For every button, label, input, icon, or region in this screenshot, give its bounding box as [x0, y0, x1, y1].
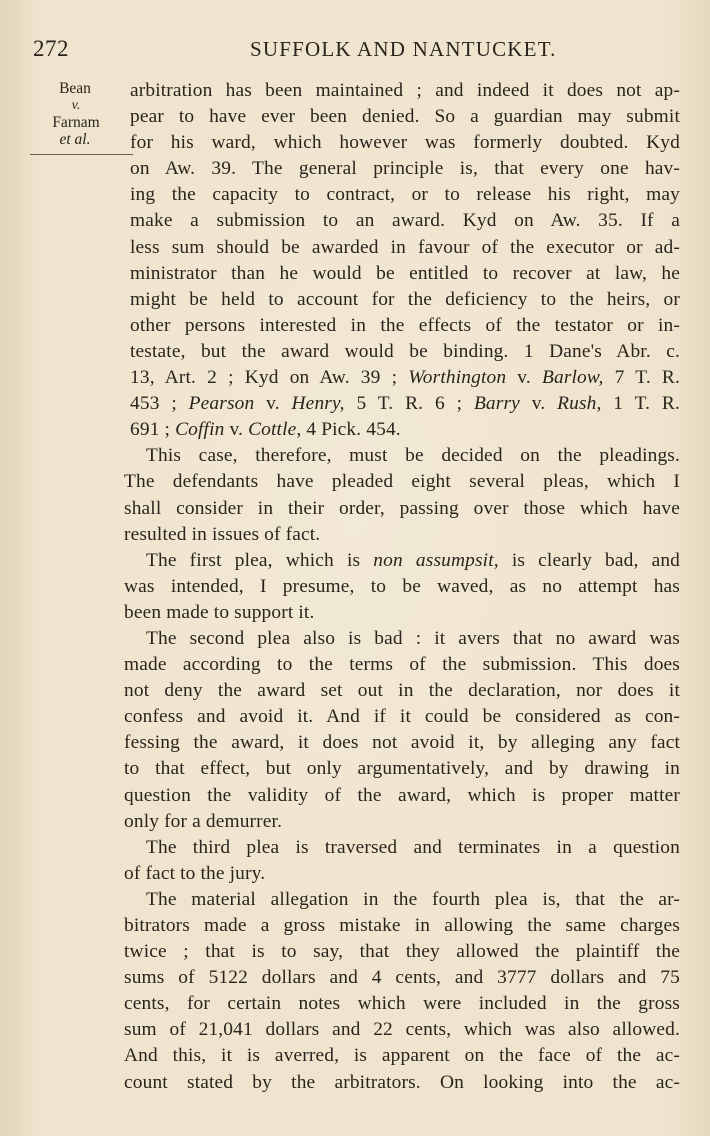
text-line: And this, it is averred, is apparent on the face of the ac-: [124, 1045, 680, 1067]
citation-text: 5 T. R. 6 ;: [344, 393, 474, 415]
text-line: confess and avoid it. And if it could be considered as con-: [124, 706, 680, 728]
text-line: [124, 548, 680, 574]
text-line: question the validity of the award, which is proper matter: [124, 784, 680, 806]
paragraph-6: [124, 887, 680, 1096]
text-segment: The first plea, which is: [146, 549, 361, 571]
citation-text: 13, Art. 2 ; Kyd on Aw. 39 ;: [130, 367, 398, 389]
text-line: for his ward, which however was formerly doubted. Kyd: [130, 132, 680, 154]
case-party: Barlow,: [541, 367, 604, 389]
text-line: The defendants have pleaded eight several pleas, which I: [124, 471, 680, 493]
text-line: The material allegation in the fourth plea is, that the ar-: [146, 888, 680, 910]
page-number: 272: [33, 36, 69, 61]
text-line: fessing the award, it does not avoid it, by alleging any fact: [124, 732, 680, 754]
text-line: arbitration has been maintained ; and indeed it does not ap-: [130, 80, 680, 101]
body-text: [124, 78, 680, 1096]
citation-text: 4 Pick. 454.: [301, 419, 401, 441]
text-line: testate, but the award would be binding. 1 Dane's Abr. c.: [130, 340, 680, 362]
text-line: of fact to the jury.: [124, 862, 266, 884]
text-line: make a submission to an award. Kyd on Aw. 35. If a: [130, 210, 680, 232]
text-line: cents, for certain notes which were included in the gross: [124, 993, 680, 1015]
text-line: This case, therefore, must be decided on the pleadings.: [146, 445, 680, 467]
citation-line: [124, 391, 680, 417]
margin-note-defendant: Farnam: [52, 114, 100, 131]
text-line: less sum should be awarded in favour of the executor or ad-: [130, 236, 680, 258]
citation-text: v.: [519, 393, 558, 415]
text-line: pear to have ever been denied. So a guardian may submit: [130, 106, 680, 128]
text-line: only for a demurrer.: [124, 810, 283, 832]
citation-text: v.: [506, 367, 542, 389]
text-line: made according to the terms of the submission. This does: [124, 654, 680, 676]
text-line: been made to support it.: [124, 601, 315, 623]
margin-note-plaintiff: Bean: [59, 80, 91, 97]
text-segment: is clearly bad, and: [511, 549, 681, 571]
paragraph-4: [124, 626, 680, 835]
case-party: Worthington: [408, 367, 507, 389]
text-line: bitrators made a gross mistake in allowing the same charges: [124, 915, 680, 936]
case-party: Henry,: [291, 393, 345, 415]
margin-note-versus: v.: [71, 98, 81, 113]
paragraph-1: [124, 78, 680, 443]
text-line: The third plea is traversed and terminates in a question: [146, 836, 680, 858]
case-party: Cottle,: [248, 419, 302, 441]
citation-text: 691 ;: [130, 419, 171, 441]
citation-text: 453 ;: [130, 393, 177, 415]
text-line: might be held to account for the deficiency to the heirs, or: [130, 288, 680, 310]
citation-line: [124, 365, 680, 391]
text-line: resulted in issues of fact.: [124, 523, 321, 545]
paragraph-3: [124, 548, 680, 626]
text-line: shall consider in their order, passing over those which have: [124, 497, 680, 519]
text-line: ministrator than he would be entitled to recover at law, he: [130, 262, 680, 284]
running-head: SUFFOLK AND NANTUCKET.: [250, 37, 557, 61]
case-party: Pearson: [188, 393, 255, 415]
citation-text: v.: [254, 393, 292, 415]
citation-line: [124, 417, 680, 443]
latin-term: non assumpsit,: [373, 549, 499, 571]
text-line: was intended, I presume, to be waved, as no attempt has: [124, 575, 680, 597]
text-line: not deny the award set out in the declaration, nor does it: [124, 680, 680, 702]
paragraph-5: [124, 835, 680, 887]
text-line: count stated by the arbitrators. On looking into the ac-: [124, 1071, 680, 1093]
text-line: sum of 21,041 dollars and 22 cents, which was also allowed.: [124, 1019, 680, 1041]
case-party: Rush,: [557, 393, 602, 415]
citation-text: v.: [224, 419, 249, 441]
citation-text: 1 T. R.: [601, 393, 680, 415]
citation-text: 7 T. R.: [603, 367, 681, 389]
margin-note-et-al: et al.: [59, 131, 91, 148]
margin-note-rule: [30, 154, 133, 155]
page-header: [0, 36, 710, 64]
text-line: The second plea also is bad : it avers that no award was: [146, 627, 680, 649]
text-line: to that effect, but only argumentatively, and by drawing in: [124, 758, 680, 780]
text-line: other persons interested in the effects of the testator or in-: [130, 314, 680, 336]
text-line: twice ; that is to say, that they allowed the plaintiff the: [124, 941, 680, 963]
case-party: Barry: [473, 393, 520, 415]
case-party: Coffin: [175, 419, 225, 441]
paragraph-2: [124, 443, 680, 547]
text-line: on Aw. 39. The general principle is, that every one hav-: [130, 158, 680, 180]
case-name-margin-note: [30, 80, 130, 148]
text-line: ing the capacity to contract, or to release his right, may: [130, 184, 680, 206]
text-line: sums of 5122 dollars and 4 cents, and 3777 dollars and 75: [124, 967, 680, 989]
